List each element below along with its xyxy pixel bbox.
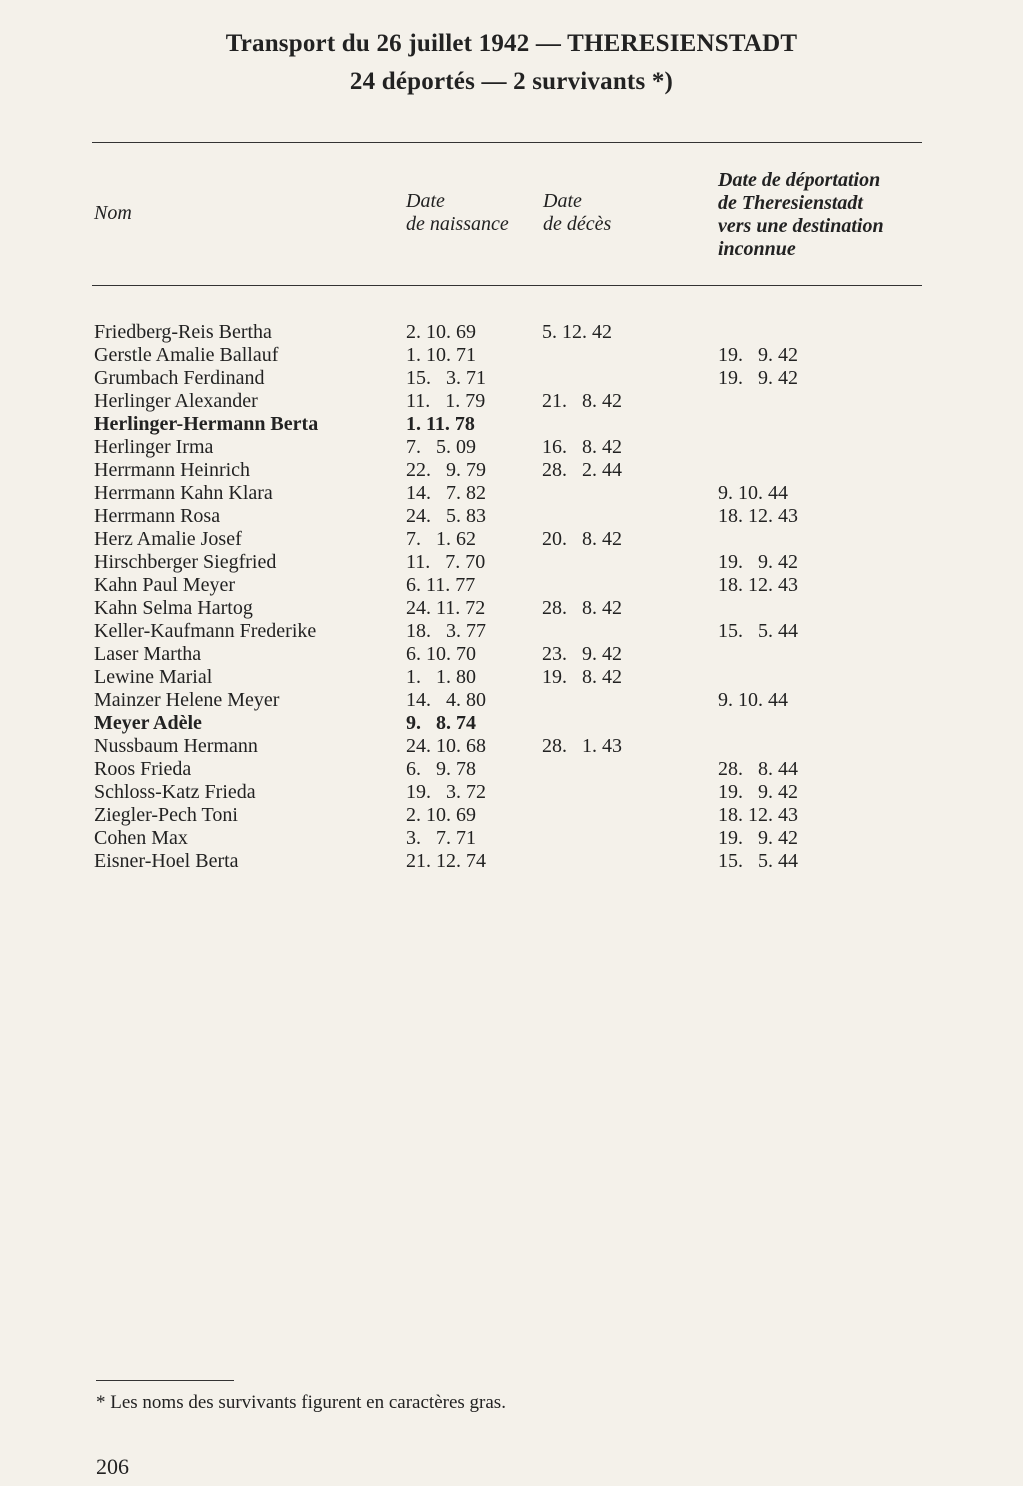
deportee-name: Keller-Kaufmann Frederike [94,620,317,642]
footnote-rule [96,1380,234,1381]
deportee-name: Herlinger-Hermann Berta [94,413,319,435]
birth-date: 6. 10. 70 [406,643,476,665]
death-date: 21. 8. 42 [542,390,622,412]
deportation-date: 19. 9. 42 [718,827,798,849]
birth-date: 1. 1. 80 [406,666,476,688]
deportee-name: Roos Frieda [94,758,192,780]
death-date: 28. 8. 42 [542,597,622,619]
deportee-name: Gerstle Amalie Ballauf [94,344,279,366]
death-date: 28. 2. 44 [542,459,622,481]
header-deportation-line2: de Theresienstadt [718,192,863,214]
deportee-name: Herlinger Alexander [94,390,258,412]
deportation-date: 19. 9. 42 [718,344,798,366]
deportation-date: 18. 12. 43 [718,505,798,527]
birth-date: 18. 3. 77 [406,620,486,642]
table-row [0,735,1023,758]
deportee-name: Ziegler-Pech Toni [94,804,238,826]
deportation-date: 9. 10. 44 [718,482,788,504]
deportee-name: Herrmann Kahn Klara [94,482,273,504]
death-date: 23. 9. 42 [542,643,622,665]
birth-date: 6. 9. 78 [406,758,476,780]
deportee-name: Schloss-Katz Frieda [94,781,256,803]
deportation-date: 18. 12. 43 [718,574,798,596]
table-row [0,482,1023,505]
header-nom: Nom [94,202,132,224]
table-row [0,827,1023,850]
header-naissance-line1: Date [406,190,445,212]
header-bottom-rule [92,285,922,286]
birth-date: 1. 10. 71 [406,344,476,366]
table-row [0,436,1023,459]
birth-date: 24. 5. 83 [406,505,486,527]
deportee-name: Kahn Paul Meyer [94,574,236,596]
deportee-name: Hirschberger Siegfried [94,551,277,573]
table-row [0,413,1023,436]
deportee-name: Herrmann Rosa [94,505,221,527]
birth-date: 14. 7. 82 [406,482,486,504]
deportation-date: 15. 5. 44 [718,850,798,872]
header-naissance-line2: de naissance [406,213,509,235]
table-row [0,712,1023,735]
deportee-name: Laser Martha [94,643,202,665]
header-deportation-line1: Date de déportation [718,169,881,191]
birth-date: 3. 7. 71 [406,827,476,849]
birth-date: 21. 12. 74 [406,850,486,872]
deportee-name: Eisner-Hoel Berta [94,850,239,872]
deportee-name: Meyer Adèle [94,712,202,734]
footnote: * Les noms des survivants figurent en caractères gras. [96,1392,506,1413]
deportee-name: Lewine Marial [94,666,213,688]
death-date: 20. 8. 42 [542,528,622,550]
table-row [0,620,1023,643]
deportation-date: 28. 8. 44 [718,758,798,780]
page-title: Transport du 26 juillet 1942 — THERESIENSTADT [225,30,798,57]
birth-date: 11. 7. 70 [406,551,486,573]
birth-date: 1. 11. 78 [406,413,475,435]
birth-date: 22. 9. 79 [406,459,486,481]
birth-date: 14. 4. 80 [406,689,486,711]
table-row [0,689,1023,712]
deportation-date: 18. 12. 43 [718,804,798,826]
header-deportation-line4: inconnue [718,238,796,260]
birth-date: 6. 11. 77 [406,574,476,596]
table-row [0,597,1023,620]
header-deportation-line3: vers une destination [718,215,884,237]
table-row [0,505,1023,528]
deportation-date: 9. 10. 44 [718,689,788,711]
table-row [0,643,1023,666]
death-date: 19. 8. 42 [542,666,622,688]
deportee-name: Grumbach Ferdinand [94,367,265,389]
death-date: 5. 12. 42 [542,321,612,343]
table-row [0,367,1023,390]
table-row [0,551,1023,574]
deportee-name: Friedberg-Reis Bertha [94,321,272,343]
page-subtitle: 24 déportés — 2 survivants *) [349,68,674,95]
birth-date: 9. 8. 74 [406,712,476,734]
table-row [0,390,1023,413]
table-row [0,528,1023,551]
birth-date: 2. 10. 69 [406,804,476,826]
header-deces-line1: Date [543,190,582,212]
deportee-name: Kahn Selma Hartog [94,597,253,619]
deportation-date: 19. 9. 42 [718,367,798,389]
table-row [0,574,1023,597]
header-top-rule [92,142,922,143]
table-row [0,804,1023,827]
table-row [0,758,1023,781]
deportation-date: 19. 9. 42 [718,551,798,573]
deportee-name: Cohen Max [94,827,188,849]
header-deces-line2: de décès [543,213,612,235]
deportee-name: Herrmann Heinrich [94,459,251,481]
deportee-name: Mainzer Helene Meyer [94,689,280,711]
deportee-name: Nussbaum Hermann [94,735,258,757]
birth-date: 24. 11. 72 [406,597,486,619]
birth-date: 15. 3. 71 [406,367,486,389]
birth-date: 2. 10. 69 [406,321,476,343]
table-row [0,344,1023,367]
birth-date: 7. 5. 09 [406,436,476,458]
birth-date: 7. 1. 62 [406,528,476,550]
death-date: 16. 8. 42 [542,436,622,458]
page-number: 206 [96,1454,129,1479]
deportee-name: Herlinger Irma [94,436,214,458]
birth-date: 11. 1. 79 [406,390,486,412]
birth-date: 19. 3. 72 [406,781,486,803]
death-date: 28. 1. 43 [542,735,622,757]
table-row [0,666,1023,689]
table-row [0,459,1023,482]
deportee-table [0,321,1023,873]
deportation-date: 19. 9. 42 [718,781,798,803]
deportation-date: 15. 5. 44 [718,620,798,642]
table-row [0,781,1023,804]
table-row [0,321,1023,344]
deportee-name: Herz Amalie Josef [94,528,242,550]
table-row [0,850,1023,873]
birth-date: 24. 10. 68 [406,735,486,757]
